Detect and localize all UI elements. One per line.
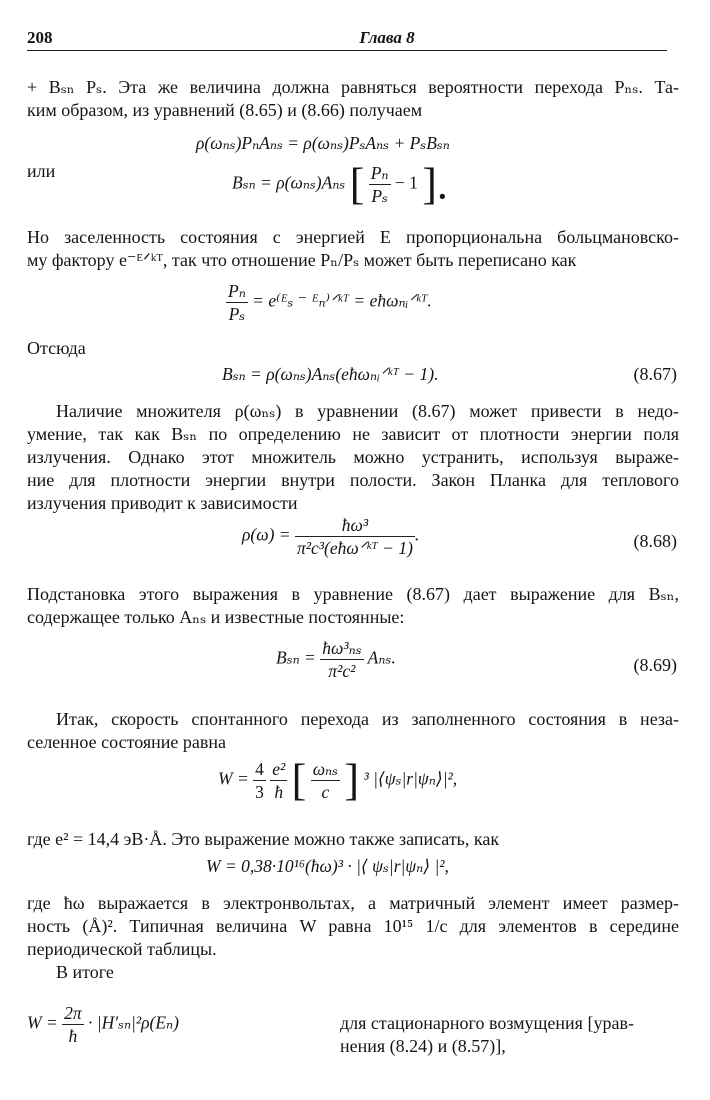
frac-num: ħω³ bbox=[341, 515, 369, 535]
frac-num: e² bbox=[272, 759, 286, 779]
fraction bbox=[226, 280, 248, 325]
text-line: ность (Å)². Типичная величина W равна 10¹⁵ 1/с для элементов в середине bbox=[27, 916, 679, 936]
equation-868: ρ(ω) = $\frac{\text{ħω³}}{\text{π²c³(eħωᐟᵏᵀ − 1)}}$ . bbox=[242, 515, 420, 558]
frac-den: c bbox=[311, 780, 340, 803]
equation-869 bbox=[276, 637, 396, 682]
equation-final bbox=[27, 1002, 179, 1047]
hence-label: Отсюда bbox=[27, 338, 86, 358]
text-line: селенное состояние равна bbox=[27, 732, 227, 752]
side-note-line: нения (8.24) и (8.57)], bbox=[340, 1036, 506, 1056]
left-bracket: [ bbox=[291, 755, 307, 805]
fraction bbox=[253, 758, 266, 803]
right-bracket: ]. bbox=[422, 159, 448, 209]
eq-b-rest: − 1 bbox=[394, 172, 418, 193]
eq-c-rhs: = e⁽ᴱₛ ⁻ ᴱₙ⁾ᐟᵏᵀ = eħωₙᵢᐟᵏᵀ. bbox=[252, 290, 432, 311]
eq-final-lhs: W = bbox=[27, 1012, 58, 1033]
frac-num: ħω³ₙₛ bbox=[322, 638, 362, 658]
frac-den: π²c³(eħωᐟᵏᵀ − 1) bbox=[296, 538, 413, 558]
equation-a: ρ(ωₙₛ)PₙAₙₛ = ρ(ωₙₛ)PₛAₙₛ + PₛBₛₙ bbox=[196, 133, 450, 153]
eq-w-lhs: W = bbox=[218, 768, 249, 789]
eq-869-lhs: Bₛₙ = bbox=[276, 647, 316, 668]
frac-num: 2π bbox=[64, 1003, 82, 1023]
text-line: му фактору e⁻ᴱᐟᵏᵀ, так что отношение Pₙ/Pₛ может быть переписано как bbox=[27, 250, 577, 270]
frac-num: Pₙ bbox=[228, 281, 246, 301]
fraction bbox=[369, 162, 391, 207]
or-label: или bbox=[27, 161, 56, 181]
eq-final-rest: · |H′ₛₙ|²ρ(Eₙ) bbox=[88, 1012, 179, 1033]
frac-den: ħ bbox=[270, 780, 287, 803]
chapter-title: Глава 8 bbox=[359, 28, 415, 47]
text-line: Итак, скорость спонтанного перехода из заполненного состояния в неза- bbox=[56, 709, 679, 729]
fraction bbox=[320, 637, 363, 682]
text-line: излучения приводит к зависимости bbox=[27, 493, 298, 513]
page-header bbox=[27, 28, 667, 51]
eq-w-rest: ³ |⟨ψₛ|r|ψₙ⟩|², bbox=[363, 768, 458, 789]
frac-num: 4 bbox=[255, 759, 264, 779]
eq-b-lhs: Bₛₙ = ρ(ωₙₛ)Aₙₛ bbox=[232, 172, 346, 193]
equation-c bbox=[226, 280, 432, 325]
fraction bbox=[295, 514, 415, 559]
equation-b bbox=[232, 159, 448, 209]
fraction bbox=[270, 758, 287, 803]
right-bracket: ] bbox=[344, 755, 360, 805]
page-number: 208 bbox=[27, 28, 53, 47]
text-line: + Bₛₙ Pₛ. Эта же величина должна равняться вероятности перехода Pₙₛ. Та- bbox=[27, 77, 679, 97]
text-line: ким образом, из уравнений (8.65) и (8.66) получаем bbox=[27, 100, 423, 120]
eq-869-rest: Aₙₛ. bbox=[367, 647, 396, 668]
equation-number: (8.67) bbox=[633, 364, 677, 384]
frac-den: 3 bbox=[255, 782, 264, 802]
eq-868-lhs: ρ(ω) = bbox=[242, 524, 291, 545]
equation-867: Bₛₙ = ρ(ωₙₛ)Aₙₛ(eħωₙᵢᐟᵏᵀ − 1). bbox=[222, 364, 439, 384]
text-line: где ħω выражается в электронвольтах, а матричный элемент имеет размер- bbox=[27, 893, 679, 913]
finally-label: В итоге bbox=[56, 962, 114, 982]
frac-num: Pₙ bbox=[370, 163, 389, 183]
fraction bbox=[311, 758, 340, 803]
text-line: умение, так как Bₛₙ по определению не зависит от плотности энергии поля bbox=[27, 424, 679, 444]
frac-den: ħ bbox=[62, 1024, 84, 1047]
text-line: Подстановка этого выражения в уравнение (8.67) дает выражение для Bₛₙ, bbox=[27, 584, 679, 604]
equation-number: (8.68) bbox=[633, 531, 677, 551]
text-line: где e² = 14,4 эВ·Å. Это выражение можно также записать, как bbox=[27, 829, 500, 849]
fraction bbox=[62, 1002, 84, 1047]
frac-den: π²c² bbox=[320, 659, 363, 682]
frac-num: ωₙₛ bbox=[312, 759, 339, 779]
equation-number: (8.69) bbox=[633, 655, 677, 675]
text-line: содержащее только Aₙₛ и известные постоянные: bbox=[27, 607, 405, 627]
text-line: ние для плотности энергии внутри полости. Закон Планка для теплового bbox=[27, 470, 679, 490]
side-note-line: для стационарного возмущения [урав- bbox=[340, 1013, 634, 1033]
equation-w2: W = 0,38·10¹⁶(ħω)³ · |⟨ ψₛ|r|ψₙ⟩ |², bbox=[206, 856, 449, 876]
text-line: Но заселенность состояния с энергией E пропорциональна больцмановско- bbox=[27, 227, 679, 247]
frac-den: Pₛ bbox=[226, 302, 248, 325]
text-line: излучения. Однако этот множитель можно устранить, используя выраже- bbox=[27, 447, 679, 467]
frac-den: Pₛ bbox=[369, 184, 391, 207]
text-line: периодической таблицы. bbox=[27, 939, 217, 959]
text-line: Наличие множителя ρ(ωₙₛ) в уравнении (8.67) может привести в недо- bbox=[56, 401, 679, 421]
left-bracket: [ bbox=[349, 159, 365, 209]
equation-w bbox=[218, 755, 458, 805]
